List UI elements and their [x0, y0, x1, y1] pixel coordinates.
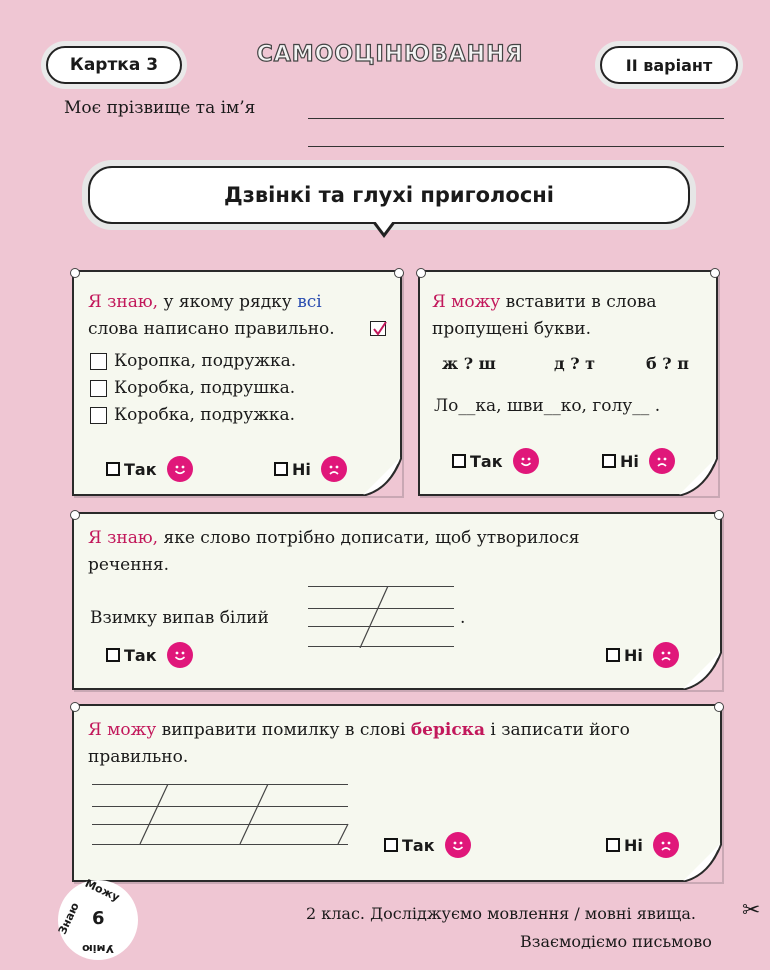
answer-no[interactable] [606, 642, 679, 668]
card-number-label [46, 46, 182, 84]
slant-line [354, 586, 394, 648]
pin-icon [710, 268, 720, 278]
sad-face-icon [321, 456, 347, 482]
pin-icon [70, 268, 80, 278]
option2-checkbox[interactable] [90, 380, 107, 397]
answer-no[interactable] [602, 448, 675, 474]
yes-label: Так [124, 645, 157, 665]
task3-line2: речення. [88, 555, 170, 575]
no-label: Ні [624, 835, 643, 855]
task4-text2: і записати його [484, 720, 630, 740]
task2-words: Ло__ка, шви__ко, голу__ . [434, 396, 661, 416]
task2-lead: Я можу [432, 292, 501, 312]
task3-lead: Я знаю, [88, 528, 159, 548]
task1-lead: Я знаю, [88, 292, 159, 312]
answer-yes[interactable] [106, 642, 193, 668]
happy-face-icon [513, 448, 539, 474]
yes-label: Так [470, 451, 503, 471]
pin-icon [394, 268, 404, 278]
letter-pair-2: д ? т [554, 354, 596, 373]
no-checkbox[interactable] [606, 838, 620, 852]
name-label: Моє прізвище та ім’я [64, 98, 256, 118]
task3-line1 [88, 524, 580, 552]
yes-checkbox[interactable] [452, 454, 466, 468]
pin-icon [714, 510, 724, 520]
no-label: Ні [624, 645, 643, 665]
answer-yes[interactable] [452, 448, 539, 474]
task-card-2 [418, 270, 718, 496]
task4-text1: виправити помилку в слові [156, 720, 411, 740]
page-curl-icon [682, 842, 722, 882]
page-number: 6 [92, 908, 105, 929]
task1-highlight: всі [297, 292, 322, 312]
pin-icon [70, 510, 80, 520]
pin-icon [70, 702, 80, 712]
option3-text: Коробка, подружка. [114, 405, 296, 425]
happy-face-icon [167, 456, 193, 482]
scissors-icon: ✂ [742, 898, 761, 923]
yes-label: Так [402, 835, 435, 855]
task2-text1: вставити в слова [500, 292, 657, 312]
task1-line2: слова написано правильно. [88, 319, 335, 339]
task4-line2: правильно. [88, 747, 189, 767]
example-check-icon [370, 321, 386, 336]
option1-checkbox[interactable] [90, 353, 107, 370]
slant-lines [92, 784, 352, 846]
page-curl-icon [362, 456, 402, 496]
no-checkbox[interactable] [606, 648, 620, 662]
task2-line2: пропущені букви. [432, 319, 591, 339]
badge-word-left: Знаю [55, 900, 82, 937]
page-badge [55, 876, 138, 960]
yes-label: Так [124, 459, 157, 479]
task3-sentence: Взимку випав білий [90, 608, 269, 628]
task2-line1 [432, 288, 657, 316]
answer-yes[interactable] [106, 456, 193, 482]
happy-face-icon [445, 832, 471, 858]
sad-face-icon [653, 642, 679, 668]
page-curl-icon [682, 650, 722, 690]
yes-checkbox[interactable] [106, 648, 120, 662]
footer-line-1: 2 клас. Досліджуємо мовлення / мовні явища. [306, 904, 697, 923]
card-number-text: Картка 3 [69, 55, 159, 75]
no-checkbox[interactable] [602, 454, 616, 468]
option3-checkbox[interactable] [90, 407, 107, 424]
variant-text: ІІ варіант [625, 55, 713, 75]
letter-pair-1: ж ? ш [442, 354, 496, 373]
answer-yes[interactable] [384, 832, 471, 858]
no-label: Ні [292, 459, 311, 479]
task4-line1 [88, 716, 630, 744]
task-card-4 [72, 704, 722, 882]
sad-face-icon [653, 832, 679, 858]
page-curl-icon [678, 456, 718, 496]
pin-icon [416, 268, 426, 278]
task-card-1 [72, 270, 402, 496]
footer-line-2: Взаємодіємо письмово [520, 932, 712, 951]
page-title: САМООЦІНЮВАННЯ [256, 42, 524, 67]
happy-face-icon [167, 642, 193, 668]
task1-line1 [88, 288, 322, 316]
name-line-1[interactable] [308, 118, 724, 119]
answer-no[interactable] [606, 832, 679, 858]
yes-checkbox[interactable] [106, 462, 120, 476]
banner-tail-inner [375, 221, 393, 233]
task3-text1: яке слово потрібно дописати, щоб утворилося [158, 528, 580, 548]
option2-text: Коробка, подрушка. [114, 378, 296, 398]
sad-face-icon [649, 448, 675, 474]
no-checkbox[interactable] [274, 462, 288, 476]
yes-checkbox[interactable] [384, 838, 398, 852]
task-card-3 [72, 512, 722, 690]
name-line-2[interactable] [308, 146, 724, 147]
variant-label [600, 46, 738, 84]
pin-icon [714, 702, 724, 712]
task3-end: . [460, 608, 466, 628]
topic-banner [88, 166, 690, 224]
badge-word-bottom: Умію [82, 942, 114, 955]
no-label: Ні [620, 451, 639, 471]
task4-lead: Я можу [88, 720, 157, 740]
topic-title: Дзвінкі та глухі приголосні [223, 183, 555, 207]
option1-text: Коропка, подружка. [114, 351, 297, 371]
letter-pair-3: б ? п [646, 354, 689, 373]
answer-no[interactable] [274, 456, 347, 482]
task4-word: беріска [410, 720, 485, 740]
task1-text1: у якому рядку [158, 292, 298, 312]
badge-word-top: Можу [82, 876, 122, 905]
